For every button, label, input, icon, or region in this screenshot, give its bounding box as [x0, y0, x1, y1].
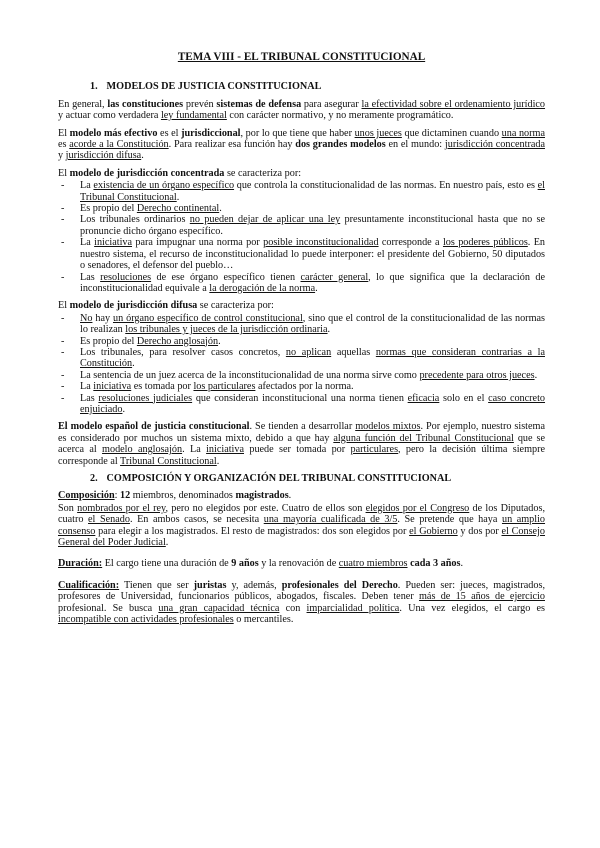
underlined-text: carácter general: [300, 271, 369, 283]
text-run: Las: [80, 271, 101, 283]
underlined-text: acorde a la Constitución: [69, 139, 169, 151]
text-run: .: [327, 324, 331, 336]
text-run: , por lo que tiene que haber: [240, 127, 355, 139]
text-run: La: [80, 381, 94, 393]
bold-underlined-text: Composición: [58, 490, 115, 502]
section-1-heading: [90, 81, 545, 92]
text-run: . En nuestro sistema, el recurso de inconstitucionalidad lo puede interponer: el presidente del Gobierno, 50 diputados o senadores, el defensor del pueblo…: [80, 237, 546, 272]
text-run: .: [534, 369, 538, 381]
bold-text: sistemas de defensa: [216, 98, 302, 110]
paragraph-intro: [58, 99, 545, 122]
underlined-text: existencia de un órgano específico: [93, 180, 235, 192]
bold-text: El modelo español de justicia constitucional: [58, 421, 250, 433]
text-run: en el mundo:: [385, 139, 445, 151]
text-run: de los Diputados, cuatro: [58, 502, 545, 526]
text-run: .: [176, 191, 180, 203]
text-run: . Una vez elegidos, el cargo es: [399, 602, 546, 614]
text-run: Las: [80, 392, 99, 404]
list-item: [58, 347, 545, 370]
text-run: Los tribunales ordinarios: [80, 214, 190, 226]
underlined-text: iniciativa: [93, 381, 132, 393]
text-run: y la renovación de: [258, 558, 339, 570]
underlined-text: jurisdicción concentrada: [444, 139, 545, 151]
text-run: para impugnar una norma por: [132, 237, 264, 249]
paragraph-modelo-efectivo: [58, 128, 545, 162]
list-item: [58, 203, 545, 214]
underlined-text: más de 15 años de ejercicio: [419, 591, 545, 603]
text-run: .: [165, 537, 169, 549]
text-run: , pero la decisión última siempre corresponde al: [58, 444, 545, 467]
text-run: . Pueden ser: jueces, magistrados, profesores de Universidad, funcionarios públicos, abogados, fiscales. Deben tener: [58, 579, 546, 603]
text-run: para elegir a los magistrados. El resto de magistrados: dos son elegidos por: [95, 525, 410, 537]
underlined-text: modelos mixtos: [355, 421, 421, 433]
underlined-text: posible inconstitucionalidad: [263, 237, 379, 249]
text-run: .: [141, 150, 144, 162]
underlined-text: incompatible con actividades profesionales: [58, 614, 234, 626]
concentrada-list: [58, 180, 545, 294]
bold-text: dos grandes modelos: [295, 139, 386, 151]
list-item: [58, 381, 545, 392]
underlined-text: imparcialidad política: [306, 602, 400, 614]
difusa-list: [58, 313, 545, 416]
underlined-text: los particulares: [193, 381, 256, 393]
bold-text: las constituciones: [107, 98, 184, 110]
text-run: La: [80, 180, 94, 192]
text-run: afectados por la norma.: [255, 381, 354, 393]
list-item: [58, 370, 545, 381]
bold-underlined-text: Cualificación:: [58, 579, 120, 591]
bold-text: 12: [120, 490, 131, 502]
underlined-text: precedente para otros jueces: [419, 369, 535, 381]
list-item: [58, 272, 545, 295]
list-item: [58, 313, 545, 336]
text-run: presuntamente inconstitucional hasta que no se pronuncie dicho órgano específico.: [80, 214, 546, 237]
underlined-text: la efectividad sobre el ordenamiento jurídico: [361, 98, 546, 110]
cualificacion-text: [58, 580, 545, 626]
underlined-text: un amplio consenso: [58, 514, 546, 537]
underlined-text: los poderes públicos: [442, 237, 528, 249]
text-run: profesional. Se busca: [58, 602, 159, 614]
list-item: [58, 393, 545, 416]
underlined-text: el Senado: [88, 514, 130, 526]
text-run: . En ambos casos, se necesita: [129, 514, 264, 526]
underlined-text: elegidos por el Congreso: [365, 502, 470, 514]
text-run: . Por ejemplo, nuestro sistema es considerado por muchos un sistema mixto, debido a que hay: [58, 421, 545, 444]
underlined-text: el Gobierno: [409, 525, 458, 537]
underlined-text: Derecho continental: [136, 203, 220, 215]
text-run: solo en el: [439, 392, 489, 404]
text-run: . La: [182, 444, 207, 456]
text-run: La: [80, 237, 95, 249]
section-1-number: 1.: [90, 81, 98, 93]
text-run: Los tribunales, para resolver casos concretos,: [80, 346, 286, 358]
text-run: puede ser tomada por: [244, 444, 351, 456]
underlined-text: Derecho anglosajón: [136, 335, 219, 347]
underlined-text: el Tribunal Constitucional: [80, 180, 545, 203]
section-1-title: MODELOS DE JUSTICIA CONSTITUCIONAL: [106, 81, 322, 93]
text-run: .: [216, 455, 220, 467]
text-run: aquellas: [331, 346, 376, 358]
underlined-text: una gran capacidad técnica: [158, 602, 280, 614]
text-run: La sentencia de un juez acerca de la inconstitucionalidad de una norma sirve como: [80, 369, 420, 381]
text-run: se caracteriza por:: [197, 300, 274, 312]
text-run: .: [315, 282, 318, 294]
underlined-text: No: [80, 312, 93, 324]
text-run: se caracteriza por:: [224, 167, 302, 179]
underlined-text: modelo anglosajón: [102, 444, 183, 456]
text-run: que consideran inconstitucional una norma tienen: [192, 392, 408, 404]
text-run: :: [114, 490, 120, 502]
text-run: . Para realizar esa función hay: [168, 139, 296, 151]
text-run: y dos por: [457, 525, 502, 537]
text-run: que dictaminen cuando: [401, 127, 502, 139]
text-run: , pero no elegidos por este. Cuatro de ellos son: [165, 502, 366, 514]
underlined-text: caso concreto enjuiciado: [80, 392, 546, 415]
underlined-text: el Consejo General del Poder Judicial: [58, 525, 545, 549]
document-page: [58, 52, 545, 631]
text-run: y actuar como verdadera: [58, 110, 161, 122]
underlined-text: resoluciones: [100, 271, 152, 283]
bold-underlined-text: Duración:: [58, 558, 103, 570]
underlined-text: no pueden dejar de aplicar una ley: [189, 214, 341, 226]
text-run: En general,: [58, 98, 108, 110]
text-run: miembros, denominados: [130, 490, 236, 502]
underlined-text: no aplican: [285, 346, 332, 358]
underlined-text: un órgano específico de control constitucional: [113, 312, 303, 324]
text-run: es el: [157, 127, 182, 139]
text-run: y, además,: [226, 579, 282, 591]
underlined-text: una mayoría cualificada de 3/5: [263, 514, 398, 526]
bold-text: cada 3 años: [410, 558, 461, 570]
list-item: [58, 214, 545, 237]
underlined-text: ley fundamental: [160, 110, 227, 122]
text-run: .: [219, 203, 222, 215]
text-run: corresponde a: [378, 237, 443, 249]
list-item: [58, 180, 545, 203]
text-run: Tienen que ser: [119, 579, 194, 591]
underlined-text: nombrados por el rey: [77, 502, 166, 514]
text-run: para asegurar: [301, 98, 362, 110]
underlined-text: resoluciones judiciales: [98, 392, 193, 404]
text-run: es: [58, 139, 70, 151]
text-run: con: [279, 602, 307, 614]
section-2-heading: [90, 473, 545, 484]
composicion-heading: [58, 490, 545, 501]
underlined-text: una norma: [501, 127, 545, 139]
text-run: Es propio del: [80, 203, 137, 215]
underlined-text: la derogación de la norma: [209, 282, 316, 294]
text-run: .: [132, 358, 135, 370]
bold-text: 9 años: [231, 558, 259, 570]
underlined-text: unos jueces: [354, 127, 402, 139]
difusa-intro: [58, 300, 545, 311]
text-run: El: [58, 127, 70, 139]
text-run: .: [288, 490, 292, 502]
text-run: Son: [58, 502, 78, 514]
underlined-text: iniciativa: [94, 237, 133, 249]
text-run: , sino que el control de la constitucionalidad de las normas lo realizan: [80, 312, 545, 336]
text-run: que controla la constitucionalidad de las normas. En nuestro país, esto es: [234, 180, 538, 192]
underlined-text: normas que consideran contrarias a la Constitución: [80, 346, 545, 370]
composicion-text: [58, 503, 545, 549]
section-2-number: 2.: [90, 473, 98, 484]
duracion-text: [58, 558, 545, 569]
text-run: El: [58, 167, 70, 179]
text-run: Es propio del: [80, 335, 137, 347]
list-item: [58, 336, 545, 347]
underlined-text: cuatro miembros: [338, 558, 408, 570]
underlined-text: eficacia: [407, 392, 440, 404]
underlined-text: los tribunales y jueces de la jurisdicción ordinaria: [125, 324, 328, 336]
bold-text: profesionales del Derecho: [281, 579, 398, 591]
underlined-text: jurisdicción difusa: [65, 150, 142, 162]
bold-text: modelo más efectivo: [69, 127, 158, 139]
text-run: prevén: [183, 98, 217, 110]
concentrada-intro: [58, 168, 545, 179]
document-title: TEMA VIII - EL TRIBUNAL CONSTITUCIONAL: [177, 51, 426, 63]
text-run: .: [218, 335, 221, 347]
underlined-text: alguna función del Tribunal Constitucional: [333, 432, 514, 444]
text-run: con carácter normativo, y no meramente programático.: [226, 110, 454, 122]
text-run: El cargo tiene una duración de: [102, 558, 232, 570]
section-2-title: COMPOSICIÓN Y ORGANIZACIÓN DEL TRIBUNAL CONSTITUCIONAL: [106, 473, 452, 484]
text-run: que se acerca al: [58, 432, 545, 456]
text-run: . Se pretende que haya: [397, 514, 502, 526]
bold-text: modelo de jurisdicción difusa: [69, 300, 198, 312]
text-run: de ese órgano específico tienen: [151, 271, 301, 283]
text-run: .: [460, 558, 464, 570]
text-run: es tomada por: [131, 381, 194, 393]
bold-text: magistrados: [235, 490, 289, 502]
underlined-text: particulares: [350, 444, 399, 456]
paragraph-modelo-espanol: [58, 421, 545, 467]
bold-text: modelo de jurisdicción concentrada: [69, 167, 225, 179]
text-run: y: [58, 150, 66, 162]
text-run: El: [58, 300, 70, 312]
underlined-text: Tribunal Constitucional: [120, 455, 217, 467]
bold-text: jurisdiccional: [181, 127, 241, 139]
text-run: .: [122, 403, 125, 415]
text-run: , lo que significa que la declaración de inconstitucionalidad equivale a: [80, 271, 545, 294]
text-run: . Se tienden a desarrollar: [249, 421, 356, 433]
bold-text: juristas: [193, 579, 227, 591]
text-run: hay: [92, 312, 113, 324]
underlined-text: iniciativa: [206, 444, 244, 456]
text-run: o mercantiles.: [233, 614, 294, 626]
list-item: [58, 237, 545, 271]
